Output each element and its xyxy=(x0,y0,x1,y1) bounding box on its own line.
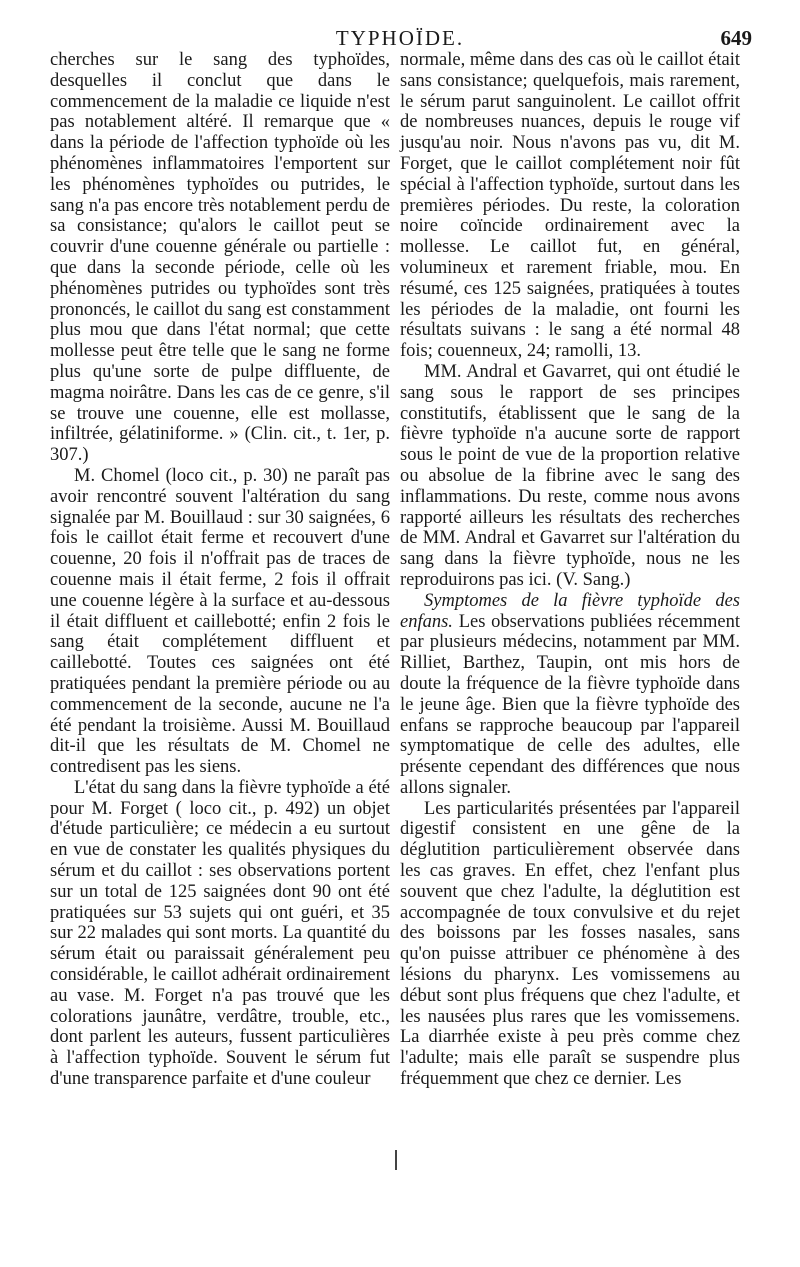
paragraph-body: Les observations publiées récemment par plusieurs médecins, notamment par MM. Rilliet, Barthez, Taupin, ont mis hors de doute la fréquence de la fièvre typhoïde dans le jeune âge. Bien que la fièvre typhoïde des enfans se rapproche beaucoup par l'appareil symptomatique de celle des adultes, elle présente cependant des différences que nous allons signaler. xyxy=(400,611,740,798)
left-column xyxy=(50,50,390,1090)
running-title: TYPHOÏDE. xyxy=(335,26,465,50)
right-column xyxy=(400,50,740,1090)
section-heading: Symptomes de la fièvre typhoïde des enfans. xyxy=(400,590,740,632)
paragraph: Les particularités présentées par l'appareil digestif consistent en une gêne de la déglutition particulièrement observée dans les cas graves. En effet, chez l'enfant plus souvent que chez l'adulte, la déglutition est accompagnée de toux convulsive et du rejet des boissons par les fosses nasales, sans qu'on puisse attribuer ce phénomène à des lésions du pharynx. Les vomissemens au début sont plus fréquens que chez l'adulte, et les nausées plus rares que les vomissemens. La diarrhée existe à peu près comme chez l'adulte; mais elle paraît se suspendre plus fréquemment que chez ce dernier. Les xyxy=(400,798,740,1090)
paragraph xyxy=(400,591,740,799)
paragraph: M. Chomel (loco cit., p. 30) ne paraît pas avoir rencontré souvent l'altération du sang signalée par M. Bouillaud : sur 30 saignées, 6 fois le caillot était ferme et recouvert d'une couenne, 20 fois il n'offrait pas de traces de couenne mais il était ferme, 2 fois il offrait une couenne légère à la surface et au-dessous il était diffluent et caillebotté; enfin 2 fois le sang était complétement diffluent et caillebotté. Toutes ces saignées ont été pratiquées pendant la première période ou au commencement de la seconde, aucune ne l'a été pendant la troisième. Aussi M. Bouillaud dit-il que les résultats de M. Chomel ne contredisent pas les siens. xyxy=(50,465,390,778)
paragraph: MM. Andral et Gavarret, qui ont étudié le sang sous le rapport de ses principes constitutifs, établissent que le sang de la fièvre typhoïde n'a aucune sorte de rapport sous le point de vue de la proportion relative ou absolue de la fibrine avec le sang des inflammations. Du reste, comme nous avons rapporté ailleurs les résultats des recherches de MM. Andral et Gavarret sur l'altération du sang dans la fièvre typhoïde, nous ne les reproduirons pas ici. (V. Sang.) xyxy=(400,361,740,590)
page-number: 649 xyxy=(720,26,752,50)
paragraph: normale, même dans des cas où le caillot était sans consistance; quelquefois, mais rarement, le sérum parut sanguinolent. Le caillot offrit de nombreuses nuances, depuis le rouge vif jusqu'au noir. Nous n'avons pas vu, dit M. Forget, que le caillot complétement noir fût spécial à l'affection typhoïde, surtout dans les premières périodes. Du reste, la coloration noire coïncide ordinairement avec la mollesse. Le caillot fut, en général, volumineux et rarement friable, mou. En résumé, ces 125 saignées, pratiquées à toutes les périodes de la maladie, ont fourni les résultats suivans : le sang a été normal 48 fois; couenneux, 24; ramolli, 13. xyxy=(400,50,740,362)
column-rule-mark xyxy=(395,1150,397,1170)
paragraph: cherches sur le sang des typhoïdes, desquelles il conclut que dans le commencement de la maladie ce liquide n'est pas notablement altéré. Il remarque que « dans la période de l'affection typhoïde où les phénomènes inflammatoires l'emportent sur les phénomènes typhoïdes ou putrides, le sang n'a pas encore très notablement perdu de sa consistance; qu'alors le caillot peut se couvrir d'une couenne générale ou partielle : que dans la seconde période, celle où les phénomènes putrides ou typhoïdes sont très prononcés, le caillot du sang est constamment plus mou que dans l'état normal; que cette mollesse peut être telle que le sang ne forme plus qu'une sorte de pulpe diffluente, de magma noirâtre. Dans les cas de ce genre, s'il se trouve une couenne, elle est mollasse, infiltrée, gélatiniforme. » (Clin. cit., t. 1er, p. 307.) xyxy=(50,50,390,466)
paragraph: L'état du sang dans la fièvre typhoïde a été pour M. Forget ( loco cit., p. 492) un objet d'étude particulière; ce médecin a eu surtout en vue de constater les qualités physiques du sérum et du caillot : ses observations portent sur un total de 125 saignées dont 90 ont été pratiquées sur 53 sujets qui ont guéri, et 35 sur 22 malades qui sont morts. La quantité du sérum était ou paraissait généralement peu considérable, le caillot adhérait ordinairement au vase. M. Forget n'a pas trouvé que les colorations jaunâtre, verdâtre, trouble, etc., dont parlent les auteurs, fussent particulières à l'affection typhoïde. Souvent le sérum fut d'une transparence parfaite et d'une couleur xyxy=(50,777,390,1090)
